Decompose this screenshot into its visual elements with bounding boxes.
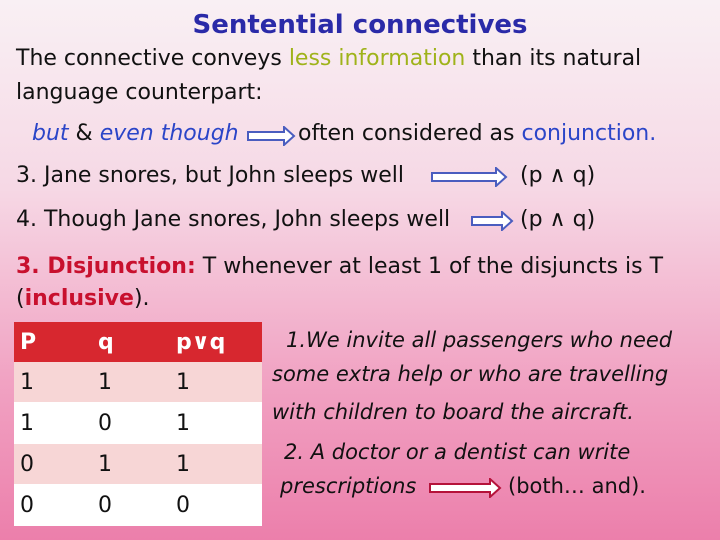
connectives-line-right <box>298 121 656 146</box>
intro-text-2: than its natural <box>465 46 642 71</box>
truth-table <box>14 322 262 526</box>
table-header-cell: p∨q <box>170 322 262 362</box>
intro-highlight: less information <box>288 46 466 71</box>
table-cell: 1 <box>14 362 92 403</box>
inclusive-word: inclusive <box>24 286 134 311</box>
arrow-icon <box>430 167 510 187</box>
table-cell: 1 <box>14 403 92 444</box>
arrow-icon <box>246 126 296 146</box>
arrow-icon <box>470 211 516 231</box>
intro-line-1 <box>16 46 641 71</box>
example-3-formula: (p ∧ q) <box>520 163 596 188</box>
table-cell: 0 <box>92 485 170 526</box>
intro-line-2: language counterpart: <box>16 80 263 105</box>
paren-open: ( <box>16 286 25 311</box>
disjunction-text: T whenever at least 1 of the disjuncts is T <box>195 254 664 279</box>
example-4-formula: (p ∧ q) <box>520 207 596 232</box>
example-right-line-3: with children to board the aircraft. <box>272 400 634 424</box>
example-4-text: 4. Though Jane snores, John sleeps well <box>16 207 451 232</box>
table-row <box>14 444 262 485</box>
often-considered-text: often considered as <box>298 121 522 146</box>
table-cell: 0 <box>170 485 262 526</box>
example-right-line-4: 2. A doctor or a dentist can write <box>284 440 631 464</box>
slide-title: Sentential connectives <box>192 10 528 40</box>
table-cell: 0 <box>92 403 170 444</box>
ampersand: & <box>68 121 100 146</box>
table-row <box>14 403 262 444</box>
disjunction-line-1 <box>16 254 663 279</box>
table-cell: 1 <box>170 403 262 444</box>
table-cell: 1 <box>170 362 262 403</box>
table-header-cell: q <box>92 322 170 362</box>
disjunction-line-2 <box>16 286 150 311</box>
connectives-line-left <box>32 121 239 146</box>
table-header-row <box>14 322 262 362</box>
example-right-line-5b: (both… and). <box>508 474 646 498</box>
example-right-line-1: 1.We invite all passengers who need <box>286 328 673 352</box>
disjunction-label: 3. Disjunction: <box>16 254 196 279</box>
keyword-even-though: even though <box>99 121 239 146</box>
arrow-icon <box>428 478 504 498</box>
table-cell: 1 <box>170 444 262 485</box>
table-row <box>14 362 262 403</box>
table-cell: 0 <box>14 444 92 485</box>
example-right-line-5a: prescriptions <box>280 474 417 498</box>
example-3-text: 3. Jane snores, but John sleeps well <box>16 163 405 188</box>
intro-text-1: The connective conveys <box>16 46 289 71</box>
example-right-line-2: some extra help or who are travelling <box>272 362 669 386</box>
table-cell: 1 <box>92 444 170 485</box>
table-cell: 1 <box>92 362 170 403</box>
paren-close: ). <box>133 286 150 311</box>
keyword-but: but <box>32 121 69 146</box>
table-cell: 0 <box>14 485 92 526</box>
table-row <box>14 485 262 526</box>
conjunction-word: conjunction. <box>521 121 657 146</box>
table-header-cell: P <box>14 322 92 362</box>
